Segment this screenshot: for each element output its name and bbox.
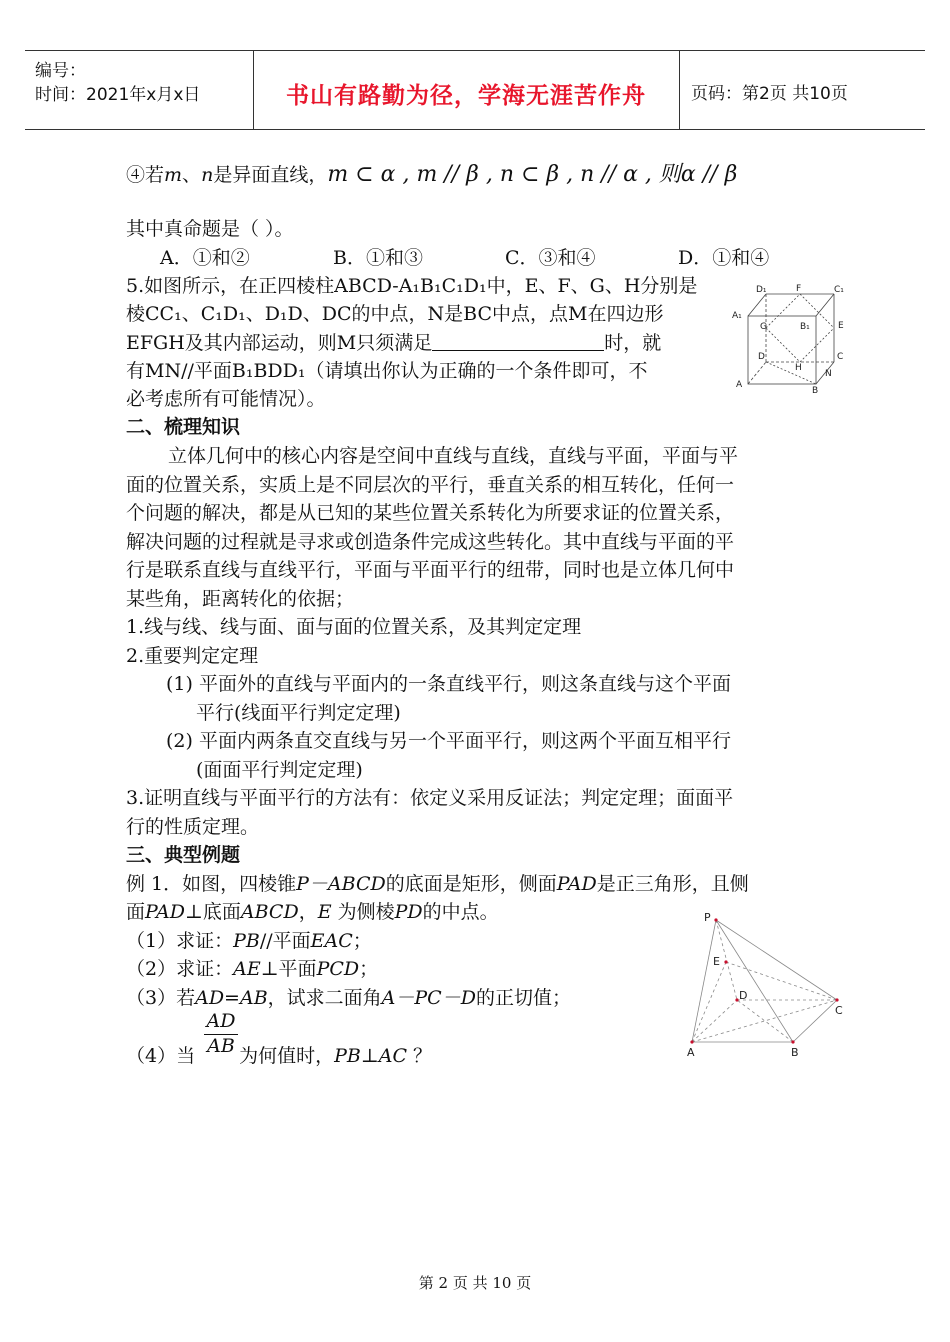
q5-line3-text: EFGH及其内部运动，则M只须满足: [126, 332, 433, 354]
label-a: A: [687, 1046, 695, 1059]
point-a: [690, 1040, 693, 1043]
t: 的底面是矩形，侧面: [385, 873, 557, 895]
section2-sub1-cont: 平行(线面平行判定定理): [196, 702, 401, 724]
edge-pa: [692, 920, 716, 1042]
section2-title: 二、梳理知识: [126, 416, 241, 438]
edge-pc: [716, 920, 837, 1000]
example1-line1: [126, 871, 749, 897]
section2-para-1: 立体几何中的核心内容是空间中直线与直线，直线与平面，平面与平: [168, 445, 739, 467]
label-d1: D₁: [756, 285, 767, 295]
t: 为何值时，: [239, 1045, 335, 1067]
choice-b: B．①和③: [333, 247, 423, 269]
t: （4）当: [126, 1045, 196, 1067]
t: PD: [394, 901, 423, 923]
sep: 、: [182, 164, 202, 186]
t: AE: [233, 958, 261, 980]
q5-line3-tail: 时，就: [604, 332, 662, 354]
edge-pb: [716, 920, 793, 1042]
label-d: D: [758, 352, 765, 362]
item4-text: 是异面直线，: [213, 164, 328, 186]
item4-prefix: ④若: [126, 164, 165, 186]
label-e: E: [713, 955, 720, 968]
point-c: [835, 998, 838, 1001]
page-footer: 第 2 页 共 10 页: [418, 1274, 532, 1292]
t: E: [317, 901, 332, 923]
time-label: 时间：2021年x月x日: [35, 85, 201, 105]
t: A－PC－D: [381, 987, 476, 1009]
example1-line2: [126, 899, 499, 925]
t: PAD: [145, 901, 186, 923]
t: EAC: [310, 930, 353, 952]
example1-part1: [126, 928, 372, 954]
t: ABCD: [240, 901, 299, 923]
pyramid-figure: [680, 908, 855, 1063]
t: 是正三角形，且侧: [596, 873, 749, 895]
t: 面: [126, 901, 146, 923]
label-f: F: [796, 284, 802, 294]
q4-prompt: 其中真命题是（ ）。: [126, 218, 294, 240]
t: PB: [233, 930, 260, 952]
label-d: D: [739, 989, 748, 1002]
t: （2）求证：: [126, 958, 234, 980]
example1-part4: [126, 1043, 432, 1069]
section2-sub2-cont: (面面平行判定定理): [196, 759, 363, 781]
section2-item3: 3.证明直线与平面平行的方法有：依定义采用反证法；判定定理；面面平: [126, 787, 734, 809]
section2-para-5: 行是联系直线与直线平行，平面与平面平行的纽带，同时也是立体几何中: [126, 559, 735, 581]
t: 例 1．如图，四棱锥: [126, 873, 297, 895]
label-b: B: [791, 1046, 799, 1059]
t: （3）若: [126, 987, 196, 1009]
number-label: 编号：: [35, 61, 86, 81]
label-c: C: [837, 352, 844, 362]
section2-item2: 2.重要判定定理: [126, 645, 259, 667]
t: PB⊥AC: [334, 1045, 407, 1067]
header-page-label: 页码：第2页 共10页: [691, 84, 848, 104]
q4-item4: [126, 162, 737, 188]
q5-line2: 棱CC₁、C₁D₁、D₁D、DC的中点，N是BC中点，点M在四边形: [126, 303, 664, 325]
label-n: N: [825, 369, 832, 379]
header-motto: 书山有路勤为径，学海无涯苦作舟: [286, 83, 646, 109]
section2-sub2: (2) 平面内两条直交直线与另一个平面平行，则这两个平面互相平行: [166, 730, 731, 752]
section2-para-2: 面的位置关系，实质上是不同层次的平行，垂直关系的相互转化，任何一: [126, 474, 735, 496]
item4-formula: m ⊂ α , m // β , n ⊂ β , n // α , 则α // β: [327, 162, 738, 187]
header-divider: [679, 51, 680, 129]
fraction-numerator: AD: [204, 1010, 238, 1035]
point-p: [714, 918, 717, 921]
t: ；: [352, 930, 372, 952]
t: AD=AB: [195, 987, 268, 1009]
label-b: B: [812, 386, 819, 395]
t: （1）求证：: [126, 930, 234, 952]
t: ，: [298, 901, 318, 923]
q5-line3: [126, 330, 661, 356]
section2-para-4: 解决问题的过程就是寻求或创造条件完成这些转化。其中直线与平面的平: [126, 531, 735, 553]
q5-line4: 有MN//平面B₁BDD₁（请填出你认为正确的一个条件即可，不: [126, 360, 648, 382]
t: PAD: [556, 873, 597, 895]
t: ⊥底面: [185, 901, 241, 923]
choice-c: C．③和④: [505, 247, 596, 269]
q5-line1: 5.如图所示，在正四棱柱ABCD-A₁B₁C₁D₁中，E、F、G、H分别是: [126, 275, 698, 297]
t: ⊥平面: [260, 958, 317, 980]
label-h: H: [795, 363, 802, 373]
section2-item3-cont: 行的性质定理。: [126, 816, 260, 838]
section2-para-3: 个问题的解决，都是从已知的某些位置关系转化为所要求证的位置关系，: [126, 502, 735, 524]
t: 的正切值；: [475, 987, 571, 1009]
t: ；: [359, 958, 379, 980]
section2-para-6: 某些角，距离转化的依据；: [126, 588, 355, 610]
choice-d: D．①和④: [678, 247, 770, 269]
label-a: A: [736, 380, 743, 390]
point-e: [724, 960, 727, 963]
page-header: [25, 50, 925, 130]
t: 为侧棱: [331, 901, 395, 923]
label-g: G: [760, 322, 767, 332]
label-c: C: [835, 1004, 843, 1017]
prism-figure: [728, 280, 853, 395]
var-n: n: [201, 164, 214, 186]
var-m: m: [164, 164, 183, 186]
t: //平面: [259, 930, 311, 952]
q5-line5: 必考虑所有可能情况）。: [126, 388, 326, 410]
t: ？: [406, 1045, 433, 1067]
t: 的中点。: [422, 901, 499, 923]
label-b1: B₁: [800, 322, 810, 332]
t: PCD: [316, 958, 360, 980]
label-e: E: [838, 321, 844, 331]
fraction-denominator: AB: [207, 1035, 235, 1057]
choice-a: A．①和②: [160, 247, 250, 269]
label-c1: C₁: [834, 285, 844, 295]
example1-part2: [126, 956, 378, 982]
example1-part3: [126, 985, 571, 1011]
t: ，试求二面角: [267, 987, 382, 1009]
section2-item1: 1.线与线、线与面、面与面的位置关系，及其判定定理: [126, 616, 582, 638]
point-b: [791, 1040, 794, 1043]
answer-blank[interactable]: [432, 332, 604, 351]
label-a1: A₁: [732, 311, 742, 321]
section2-sub1: (1) 平面外的直线与平面内的一条直线平行，则这条直线与这个平面: [166, 673, 731, 695]
header-info: [35, 59, 200, 107]
section3-title: 三、典型例题: [126, 844, 241, 866]
label-p: P: [704, 911, 711, 924]
t: P－ABCD: [296, 873, 386, 895]
